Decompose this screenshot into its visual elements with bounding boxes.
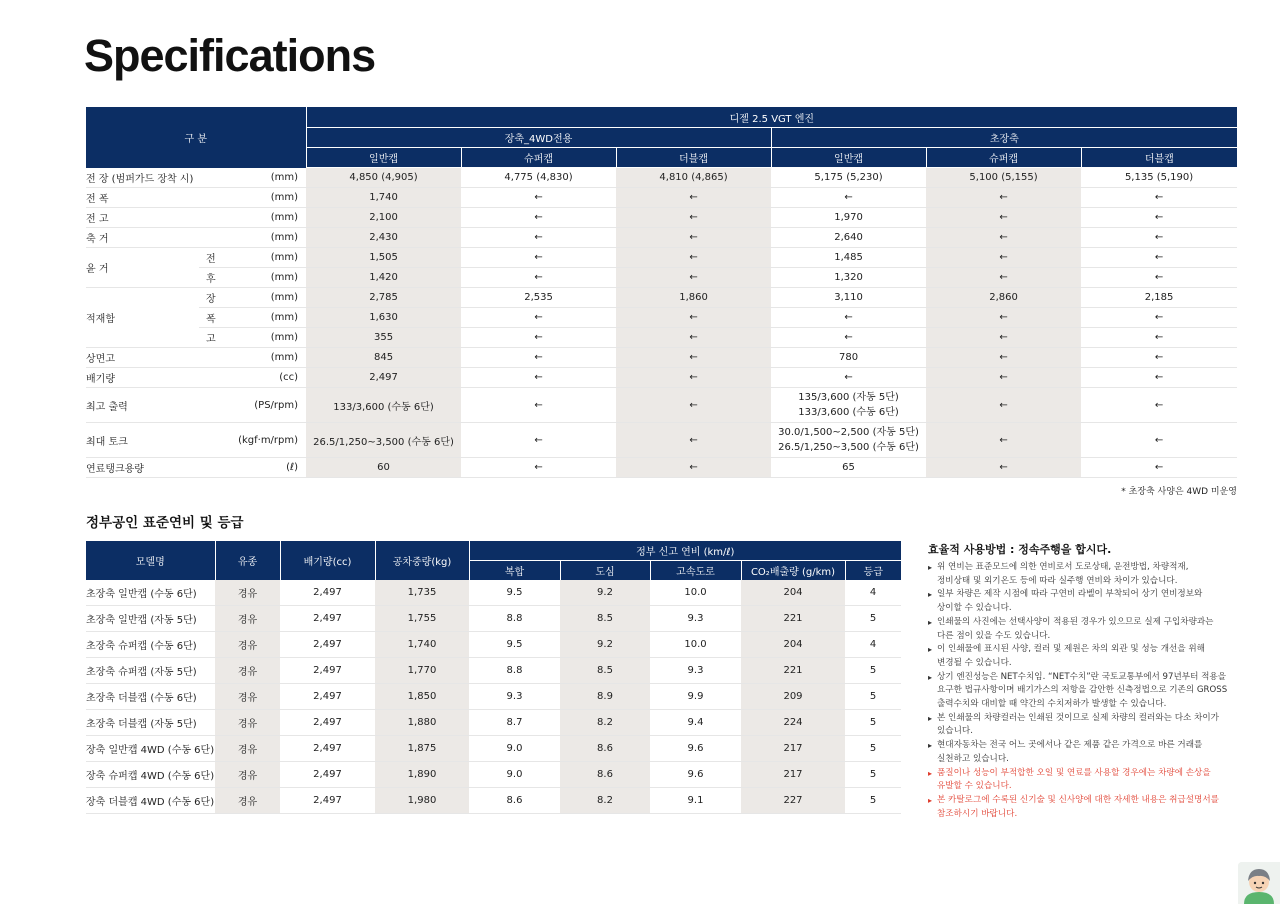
spec-value: 1,860 — [616, 288, 771, 308]
fuel-cell: 2,497 — [280, 632, 375, 658]
spec-value: 1,630 — [306, 308, 461, 328]
spec-value: ← — [926, 328, 1081, 348]
spec-value: ← — [616, 188, 771, 208]
notes-list — [928, 561, 1238, 821]
fuel-row — [86, 580, 901, 606]
fuel-cell: 4 — [845, 632, 901, 658]
spec-table — [86, 107, 1237, 478]
spec-value: ← — [461, 268, 616, 288]
fuel-cell: 5 — [845, 788, 901, 814]
fuel-cell: 5 — [845, 736, 901, 762]
spec-value: 4,850 (4,905) — [306, 168, 461, 188]
fuel-sub-header: 등급 — [845, 561, 901, 581]
fuel-cell: 9.3 — [650, 658, 741, 684]
spec-label: 전 고 — [86, 208, 229, 228]
spec-value: ← — [926, 308, 1081, 328]
fuel-cell: 204 — [741, 580, 845, 606]
spec-label: 최고 출력 — [86, 388, 229, 423]
spec-value: ← — [926, 188, 1081, 208]
note-line: 본 인쇄물의 차량컬러는 인쇄된 것이므로 실제 차량의 컬러와는 다소 차이가 — [937, 712, 1219, 723]
fuel-cell: 5 — [845, 658, 901, 684]
spec-value: ← — [616, 328, 771, 348]
fuel-cell: 8.5 — [560, 606, 650, 632]
spec-value: ← — [926, 348, 1081, 368]
spec-value: 4,810 (4,865) — [616, 168, 771, 188]
spec-label: 최대 토크 — [86, 423, 229, 458]
spec-value: ← — [616, 348, 771, 368]
spec-value: 60 — [306, 458, 461, 478]
spec-value: ← — [1081, 328, 1237, 348]
spec-unit: (mm) — [229, 228, 306, 248]
spec-value: 355 — [306, 328, 461, 348]
spec-value: ← — [1081, 188, 1237, 208]
note-item — [928, 616, 1238, 643]
fuel-cell: 1,740 — [375, 632, 469, 658]
fuel-cell: 경유 — [215, 684, 280, 710]
note-item — [928, 794, 1238, 821]
spec-footnote: * 초장축 사양은 4WD 미운영 — [1121, 487, 1237, 497]
spec-row — [86, 348, 1237, 368]
fuel-cell: 9.0 — [469, 762, 560, 788]
spec-value-line: 133/3,600 (수동 6단) — [798, 407, 899, 418]
spec-value: ← — [1081, 308, 1237, 328]
fuel-cell: 5 — [845, 762, 901, 788]
spec-value: ← — [771, 328, 926, 348]
spec-value: ← — [461, 328, 616, 348]
fuel-cell: 경유 — [215, 632, 280, 658]
fuel-cell: 8.8 — [469, 606, 560, 632]
spec-value: 65 — [771, 458, 926, 478]
fuel-sub-header: 복합 — [469, 561, 560, 581]
fuel-cell: 209 — [741, 684, 845, 710]
fuel-section-title: 정부공인 표준연비 및 등급 — [86, 515, 244, 531]
fuel-cell: 8.6 — [560, 736, 650, 762]
spec-value: ← — [461, 348, 616, 368]
spec-row — [86, 268, 1237, 288]
fuel-sub-header: CO₂배출량 (g/km) — [741, 561, 845, 581]
spec-row — [86, 368, 1237, 388]
fuel-cell: 5 — [845, 710, 901, 736]
spec-value: ← — [1081, 458, 1237, 478]
fuel-cell: 경유 — [215, 658, 280, 684]
fuel-row — [86, 658, 901, 684]
spec-engine-header: 디젤 2.5 VGT 엔진 — [306, 107, 1237, 128]
fuel-cell: 221 — [741, 606, 845, 632]
fuel-cell: 경유 — [215, 788, 280, 814]
spec-value: 1,420 — [306, 268, 461, 288]
spec-value: ← — [1081, 208, 1237, 228]
note-item — [928, 561, 1238, 588]
fuel-cell: 경유 — [215, 762, 280, 788]
fuel-cell: 5 — [845, 606, 901, 632]
spec-cab-header: 더블캡 — [616, 148, 771, 168]
spec-label: 전 장 (범퍼가드 장착 시) — [86, 168, 229, 188]
fuel-cell: 경유 — [215, 736, 280, 762]
spec-unit: (mm) — [229, 348, 306, 368]
spec-value: 1,320 — [771, 268, 926, 288]
spec-value: ← — [1081, 368, 1237, 388]
spec-unit: (kgf·m/rpm) — [229, 423, 306, 458]
spec-cab-header: 더블캡 — [1081, 148, 1237, 168]
note-line: 위 연비는 표준모드에 의한 연비로서 도로상태, 운전방법, 차량적재, — [937, 562, 1189, 572]
fuel-cell: 2,497 — [280, 736, 375, 762]
fuel-cell: 9.0 — [469, 736, 560, 762]
spec-unit: (mm) — [229, 168, 306, 188]
spec-unit: (ℓ) — [229, 458, 306, 478]
note-item — [928, 767, 1238, 794]
note-item — [928, 588, 1238, 615]
spec-value: ← — [771, 188, 926, 208]
fuel-cell: 10.0 — [650, 632, 741, 658]
note-line: 참조하시기 바랍니다. — [937, 808, 1018, 819]
spec-unit: (mm) — [229, 248, 306, 268]
note-line: 상기 엔진성능은 NET수치임. “NET수치”란 국토교통부에서 97년부터 적용을 — [937, 671, 1227, 682]
fuel-model-name: 초장축 일반캡 (자동 5단) — [86, 606, 215, 632]
note-line: 상이할 수 있습니다. — [937, 603, 1012, 614]
spec-value: ← — [461, 423, 616, 458]
spec-row — [86, 248, 1237, 268]
spec-value: ← — [616, 388, 771, 423]
fuel-cell: 9.2 — [560, 580, 650, 606]
spec-value-line: 135/3,600 (자동 5단) — [798, 392, 899, 403]
spec-sublabel: 전 — [199, 248, 229, 268]
note-line: 이 인쇄물에 표시된 사양, 컬러 및 제원은 차의 외관 및 성능 개선을 위해 — [937, 644, 1205, 655]
fuel-type-header: 유종 — [215, 541, 280, 580]
spec-label: 상면고 — [86, 348, 229, 368]
fuel-cell: 9.3 — [469, 684, 560, 710]
spec-value: ← — [616, 423, 771, 458]
spec-row — [86, 458, 1237, 478]
note-item — [928, 671, 1238, 712]
fuel-row — [86, 710, 901, 736]
fuel-cell: 4 — [845, 580, 901, 606]
fuel-cell: 1,880 — [375, 710, 469, 736]
spec-value: 2,535 — [461, 288, 616, 308]
note-line: 품질이나 성능이 부적합한 오일 및 연료를 사용할 경우에는 차량에 손상을 — [937, 767, 1211, 778]
note-line: 본 카탈로그에 수록된 신기술 및 신사양에 대한 자세한 내용은 취급설명서를 — [937, 794, 1219, 805]
fuel-cell: 9.5 — [469, 580, 560, 606]
note-line: 현대자동차는 전국 어느 곳에서나 같은 제품 같은 가격으로 바른 거래를 — [937, 740, 1203, 751]
notes-title: 효율적 사용방법 : 정속주행을 합시다. — [928, 543, 1112, 556]
spec-value: ← — [1081, 268, 1237, 288]
spec-cab-header: 일반캡 — [306, 148, 461, 168]
fuel-row — [86, 606, 901, 632]
fuel-model-name: 초장축 슈퍼캡 (자동 5단) — [86, 658, 215, 684]
spec-value: ← — [461, 308, 616, 328]
spec-value: ← — [926, 268, 1081, 288]
spec-value: 1,485 — [771, 248, 926, 268]
spec-group-header: 초장축 — [771, 128, 1237, 148]
fuel-cell: 8.9 — [560, 684, 650, 710]
spec-label: 적재함 — [86, 288, 199, 348]
fuel-model-name: 초장축 더블캡 (수동 6단) — [86, 684, 215, 710]
fuel-cell: 2,497 — [280, 606, 375, 632]
spec-row — [86, 168, 1237, 188]
spec-value: ← — [926, 458, 1081, 478]
spec-label: 배기량 — [86, 368, 229, 388]
spec-label: 전 폭 — [86, 188, 229, 208]
note-line: 다른 점이 있을 수도 있습니다. — [937, 630, 1051, 641]
note-line: 유발할 수 있습니다. — [937, 781, 1012, 792]
spec-value: 1,740 — [306, 188, 461, 208]
spec-value: 4,775 (4,830) — [461, 168, 616, 188]
fuel-cell: 9.1 — [650, 788, 741, 814]
spec-value: 5,175 (5,230) — [771, 168, 926, 188]
spec-row — [86, 308, 1237, 328]
spec-value: ← — [616, 228, 771, 248]
fuel-gov-header: 정부 신고 연비 (km/ℓ) — [469, 541, 901, 561]
spec-value: ← — [926, 388, 1081, 423]
spec-value — [771, 388, 926, 423]
spec-unit: (mm) — [229, 328, 306, 348]
spec-unit: (mm) — [229, 268, 306, 288]
fuel-cell: 204 — [741, 632, 845, 658]
spec-value: 2,640 — [771, 228, 926, 248]
spec-row — [86, 288, 1237, 308]
spec-row — [86, 208, 1237, 228]
fuel-header — [86, 541, 901, 580]
fuel-body — [86, 580, 901, 814]
spec-category-header: 구 분 — [86, 107, 306, 168]
fuel-model-name: 초장축 슈퍼캡 (수동 6단) — [86, 632, 215, 658]
spec-unit: (PS/rpm) — [229, 388, 306, 423]
spec-value: 2,497 — [306, 368, 461, 388]
spec-value: ← — [461, 188, 616, 208]
note-line: 정비상태 및 외기온도 등에 따라 실주행 연비와 차이가 있습니다. — [937, 575, 1178, 586]
spec-value: ← — [926, 248, 1081, 268]
fuel-cell: 8.8 — [469, 658, 560, 684]
fuel-model-name: 장축 슈퍼캡 4WD (수동 6단) — [86, 762, 215, 788]
fuel-cell: 1,875 — [375, 736, 469, 762]
assistant-avatar-icon[interactable] — [1238, 862, 1280, 904]
fuel-cell: 217 — [741, 736, 845, 762]
spec-value: ← — [1081, 248, 1237, 268]
fuel-sub-header: 고속도로 — [650, 561, 741, 581]
spec-value: ← — [461, 228, 616, 248]
fuel-model-name: 장축 더블캡 4WD (수동 6단) — [86, 788, 215, 814]
spec-value: ← — [926, 368, 1081, 388]
fuel-cell: 1,770 — [375, 658, 469, 684]
fuel-row — [86, 788, 901, 814]
spec-row — [86, 188, 1237, 208]
spec-value: ← — [616, 268, 771, 288]
fuel-weight-header: 공차중량(kg) — [375, 541, 469, 580]
spec-row — [86, 328, 1237, 348]
note-item — [928, 712, 1238, 739]
fuel-model-header: 모델명 — [86, 541, 215, 580]
spec-cab-header: 슈퍼캡 — [461, 148, 616, 168]
fuel-cell: 221 — [741, 658, 845, 684]
fuel-cell: 227 — [741, 788, 845, 814]
spec-group-header: 장축_4WD전용 — [306, 128, 771, 148]
spec-value: ← — [926, 208, 1081, 228]
fuel-cell: 경유 — [215, 710, 280, 736]
spec-value-line: 30.0/1,500~2,500 (자동 5단) — [778, 427, 919, 438]
spec-value: ← — [771, 308, 926, 328]
fuel-cell: 9.4 — [650, 710, 741, 736]
fuel-cell: 경유 — [215, 580, 280, 606]
fuel-cell: 2,497 — [280, 788, 375, 814]
avatar-illustration — [1238, 862, 1280, 904]
spec-value: 5,135 (5,190) — [1081, 168, 1237, 188]
spec-unit: (mm) — [229, 308, 306, 328]
fuel-cell: 경유 — [215, 606, 280, 632]
fuel-model-name: 초장축 일반캡 (수동 6단) — [86, 580, 215, 606]
spec-value: 5,100 (5,155) — [926, 168, 1081, 188]
fuel-cell: 8.6 — [560, 762, 650, 788]
spec-value: 2,860 — [926, 288, 1081, 308]
spec-value-line: 26.5/1,250~3,500 (수동 6단) — [778, 442, 919, 453]
note-line: 요구한 법규사항이며 배기가스의 저항을 감안한 신측정법으로 기존의 GROSS — [937, 685, 1228, 696]
spec-unit: (cc) — [229, 368, 306, 388]
fuel-model-name: 장축 일반캡 4WD (수동 6단) — [86, 736, 215, 762]
fuel-row — [86, 632, 901, 658]
fuel-cell: 5 — [845, 684, 901, 710]
spec-value: ← — [616, 368, 771, 388]
spec-body — [86, 168, 1237, 478]
note-line: 출력수치와 대비할 때 약간의 수치저하가 발생할 수 있습니다. — [937, 699, 1167, 710]
spec-value: ← — [616, 248, 771, 268]
note-line: 실천하고 있습니다. — [937, 753, 1009, 764]
spec-value: 845 — [306, 348, 461, 368]
spec-row — [86, 228, 1237, 248]
spec-cab-header: 일반캡 — [771, 148, 926, 168]
spec-label: 윤 거 — [86, 248, 199, 288]
fuel-cell: 2,497 — [280, 658, 375, 684]
fuel-row — [86, 684, 901, 710]
fuel-cell: 8.5 — [560, 658, 650, 684]
spec-value: ← — [461, 458, 616, 478]
fuel-cell: 9.6 — [650, 762, 741, 788]
spec-unit: (mm) — [229, 208, 306, 228]
fuel-table — [86, 541, 901, 814]
fuel-cell: 1,890 — [375, 762, 469, 788]
fuel-model-name: 초장축 더블캡 (자동 5단) — [86, 710, 215, 736]
fuel-cell: 1,735 — [375, 580, 469, 606]
fuel-cell: 217 — [741, 762, 845, 788]
note-item — [928, 739, 1238, 766]
fuel-cell: 8.2 — [560, 788, 650, 814]
fuel-cell: 9.6 — [650, 736, 741, 762]
note-line: 인쇄물의 사진에는 선택사양이 적용된 경우가 있으므로 실제 구입차량과는 — [937, 616, 1214, 627]
spec-unit: (mm) — [229, 188, 306, 208]
fuel-cell: 8.7 — [469, 710, 560, 736]
fuel-sub-header: 도심 — [560, 561, 650, 581]
spec-value: 2,100 — [306, 208, 461, 228]
spec-row — [86, 423, 1237, 458]
spec-value: ← — [461, 208, 616, 228]
fuel-cell: 1,850 — [375, 684, 469, 710]
spec-value: ← — [1081, 423, 1237, 458]
spec-header — [86, 107, 1237, 168]
spec-sublabel: 장 — [199, 288, 229, 308]
spec-sublabel: 후 — [199, 268, 229, 288]
fuel-cell: 1,755 — [375, 606, 469, 632]
spec-sublabel: 폭 — [199, 308, 229, 328]
spec-value: ← — [616, 208, 771, 228]
spec-sublabel: 고 — [199, 328, 229, 348]
spec-value: ← — [461, 388, 616, 423]
spec-value: ← — [1081, 228, 1237, 248]
fuel-displacement-header: 배기량(cc) — [280, 541, 375, 580]
fuel-cell: 9.5 — [469, 632, 560, 658]
spec-value: ← — [461, 368, 616, 388]
spec-value: ← — [616, 308, 771, 328]
fuel-cell: 10.0 — [650, 580, 741, 606]
spec-value: ← — [771, 368, 926, 388]
spec-value: 2,430 — [306, 228, 461, 248]
spec-value: ← — [926, 228, 1081, 248]
spec-value — [771, 423, 926, 458]
spec-unit: (mm) — [229, 288, 306, 308]
spec-cab-header: 슈퍼캡 — [926, 148, 1081, 168]
spec-value: ← — [1081, 388, 1237, 423]
fuel-cell: 2,497 — [280, 710, 375, 736]
spec-value: 26.5/1,250~3,500 (수동 6단) — [306, 423, 461, 458]
note-line: 있습니다. — [937, 726, 973, 737]
note-line: 일부 차량은 제작 시점에 따라 구연비 라벨이 부착되어 상기 연비정보와 — [937, 589, 1203, 600]
note-item — [928, 643, 1238, 670]
spec-row — [86, 388, 1237, 423]
fuel-cell: 2,497 — [280, 580, 375, 606]
spec-label: 축 거 — [86, 228, 229, 248]
spec-value: 133/3,600 (수동 6단) — [306, 388, 461, 423]
spec-value: ← — [926, 423, 1081, 458]
fuel-cell: 224 — [741, 710, 845, 736]
page-title: Specifications — [84, 30, 376, 81]
spec-value: ← — [616, 458, 771, 478]
spec-label: 연료탱크용량 — [86, 458, 229, 478]
spec-value: 2,785 — [306, 288, 461, 308]
spec-value: 1,505 — [306, 248, 461, 268]
fuel-cell: 9.3 — [650, 606, 741, 632]
fuel-cell: 8.2 — [560, 710, 650, 736]
spec-value: 780 — [771, 348, 926, 368]
spec-value: 2,185 — [1081, 288, 1237, 308]
note-line: 변경될 수 있습니다. — [937, 657, 1012, 668]
fuel-cell: 1,980 — [375, 788, 469, 814]
spec-value: ← — [461, 248, 616, 268]
fuel-cell: 9.2 — [560, 632, 650, 658]
fuel-row — [86, 762, 901, 788]
fuel-cell: 9.9 — [650, 684, 741, 710]
spec-value: 3,110 — [771, 288, 926, 308]
fuel-row — [86, 736, 901, 762]
spec-value: ← — [1081, 348, 1237, 368]
fuel-cell: 8.6 — [469, 788, 560, 814]
spec-value: 1,970 — [771, 208, 926, 228]
fuel-cell: 2,497 — [280, 684, 375, 710]
fuel-cell: 2,497 — [280, 762, 375, 788]
usage-notes — [928, 541, 1238, 821]
